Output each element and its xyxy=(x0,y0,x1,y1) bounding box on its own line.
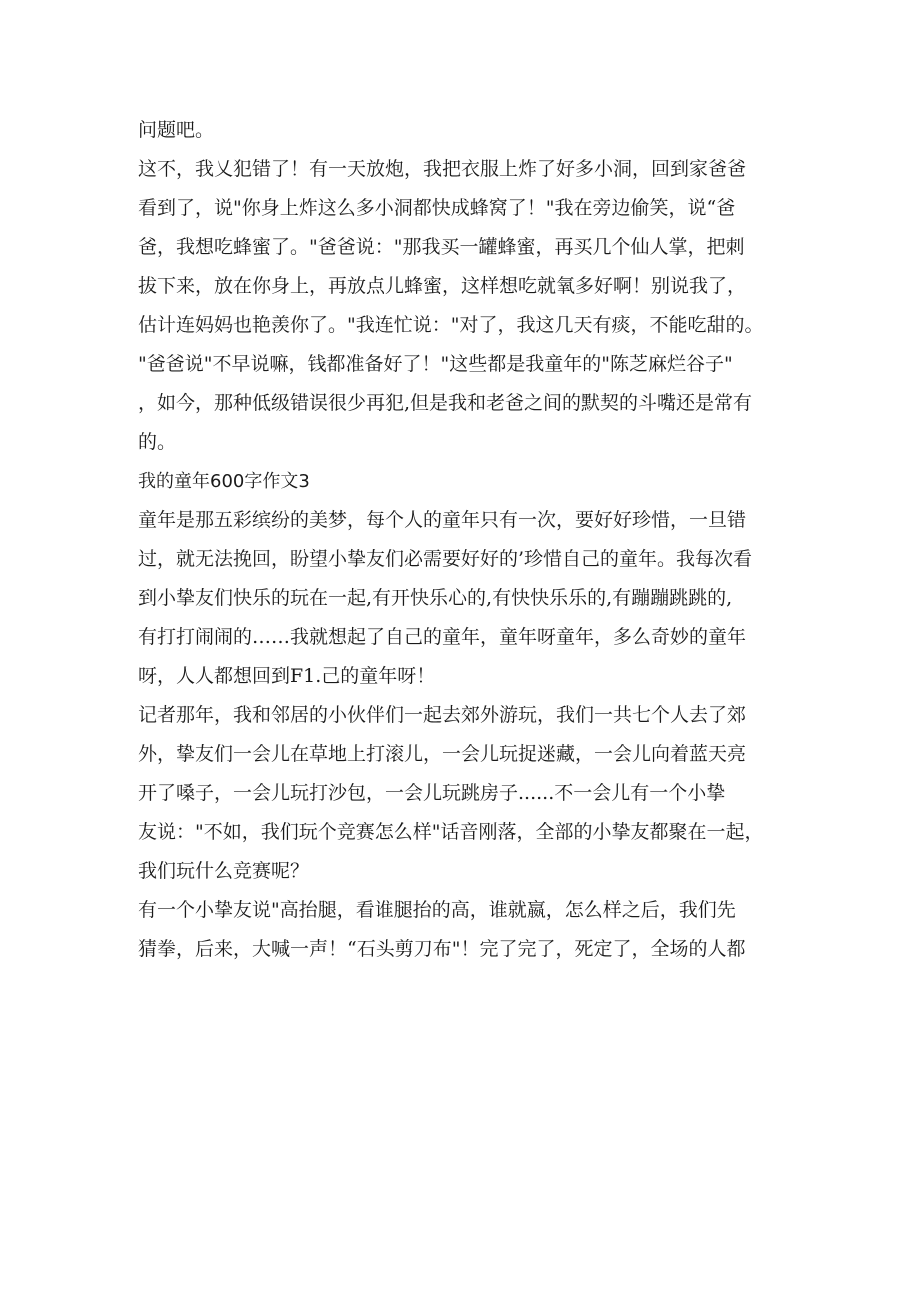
text-line: 问题吧。 xyxy=(138,119,215,141)
text-line: 拔下来，放在你身上，再放点儿蜂蜜，这样想吃就氧多好啊！别说我了， xyxy=(138,275,747,297)
text-line: "爸爸说"不早说嘛，钱都准备好了！"这些都是我童年的"陈芝麻烂谷子" xyxy=(138,353,733,375)
text-line: 我们玩什么竞赛呢？ xyxy=(138,860,310,882)
document-body xyxy=(138,111,798,969)
text-line: 友说："不如，我们玩个竞赛怎么样"话音刚落，全部的小挚友都聚在一起， xyxy=(138,821,764,843)
text-line: 这不，我乂犯错了！有一天放炮，我把衣服上炸了好多小洞，回到家爸爸 xyxy=(138,158,747,180)
text-line: 记者那年，我和邻居的小伙伴们一起去郊外游玩，我们一共七个人去了郊 xyxy=(138,704,747,726)
text-line: 有打打闹闹的……我就想起了自己的童年，童年呀童年，多么奇妙的童年 xyxy=(138,626,747,648)
text-line: 有一个小挚友说"高抬腿，看谁腿抬的高，谁就嬴，怎么样之后，我们先 xyxy=(138,899,736,921)
text-line: 看到了，说"你身上炸这么多小洞都快成蜂窝了！"我在旁边偷笑，说“爸 xyxy=(138,197,736,219)
text-line: 到小挚友们快乐的玩在一起,有开快乐心的,有快快乐乐的,有蹦蹦跳跳的, xyxy=(138,587,733,609)
text-line: 开了嗓子，一会儿玩打沙包，一会儿玩跳房子......不一会儿有一个小挚 xyxy=(138,782,726,804)
text-line: 估计连妈妈也艳羡你了。"我连忙说："对了，我这几天有痰，不能吃甜的。 xyxy=(138,314,764,336)
text-line: 童年是那五彩缤纷的美梦，每个人的童年只有一次，要好好珍惜，一旦错 xyxy=(138,509,747,531)
section-heading: 我的童年600字作文3 xyxy=(138,471,310,492)
text-line: 呀，人人都想回到F1.己的童年呀！ xyxy=(138,665,436,687)
text-line: 爸，我想吃蜂蜜了。"爸爸说："那我买一罐蜂蜜，再买几个仙人掌，把刺 xyxy=(138,236,745,258)
text-line: ，如今，那种低级错误很少再犯,但是我和老爸之间的默契的斗嘴还是常有 xyxy=(138,392,753,414)
text-line: 过，就无法挽回，盼望小挚友们必需要好好的’珍惜自己的童年。我每次看 xyxy=(138,548,753,570)
text-line: 的。 xyxy=(138,431,177,453)
text-line: 外，挚友们一会儿在草地上打滚儿，一会儿玩捉迷藏，一会儿向着蓝天亮 xyxy=(138,743,747,765)
text-line: 猜拳，后来，大喊一声！“石头剪刀布"！完了完了，死定了，全场的人都 xyxy=(138,938,746,960)
